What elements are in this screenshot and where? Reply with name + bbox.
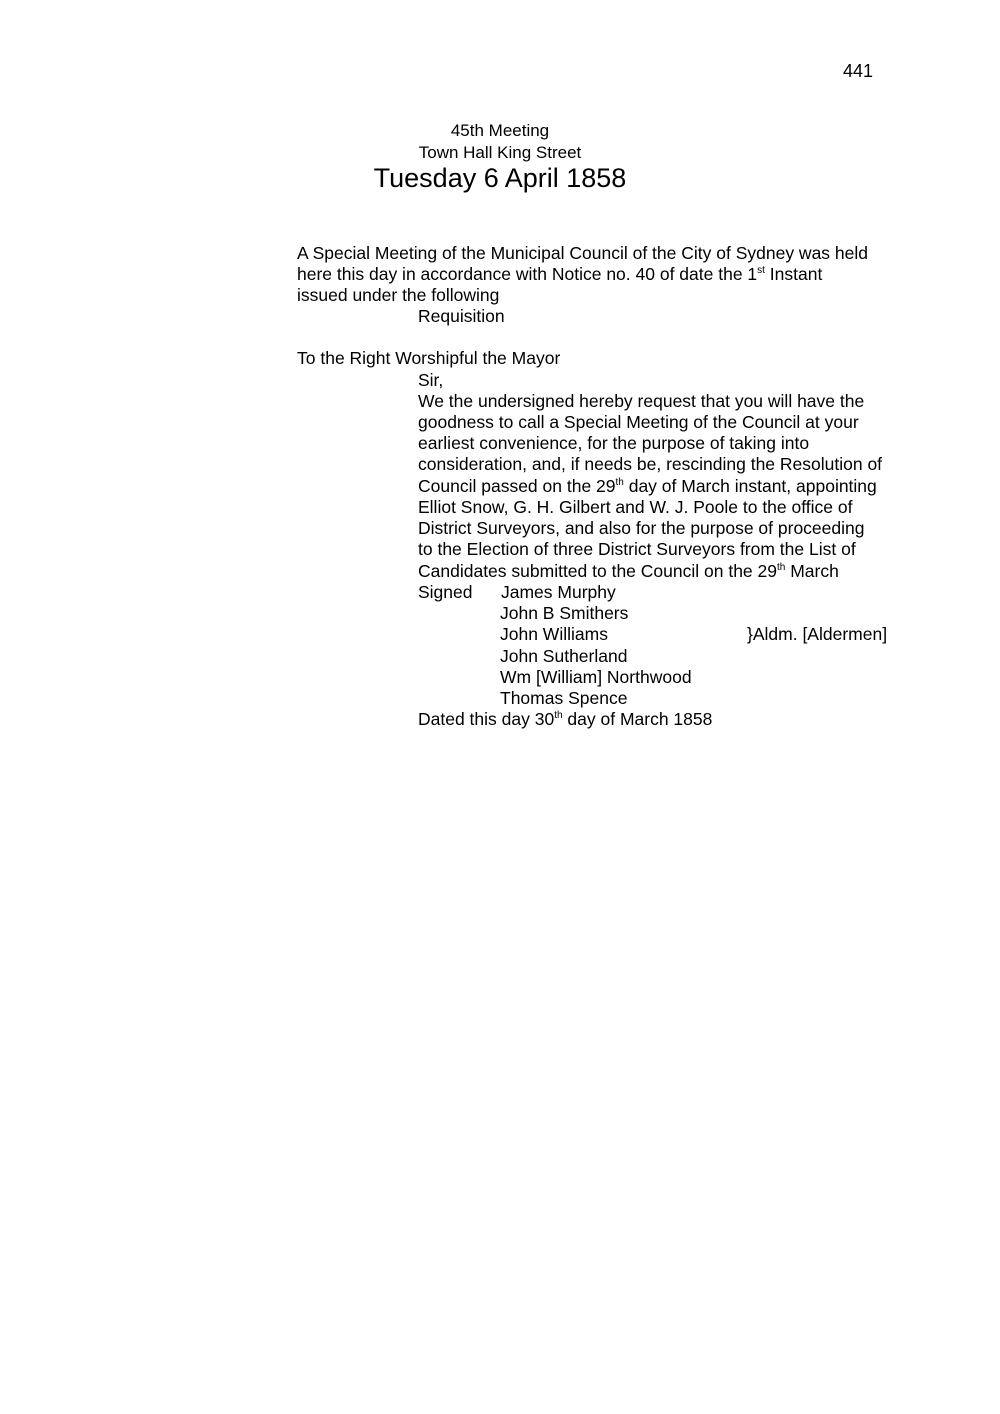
ordinal-suffix: th <box>554 710 563 722</box>
meeting-location: Town Hall King Street <box>418 143 582 162</box>
letter-line-text: day of March instant, appointing <box>623 476 877 496</box>
signatory: Thomas Spence <box>500 688 628 708</box>
dated-text: day of March 1858 <box>562 709 713 729</box>
signatory: John Williams <box>500 624 608 644</box>
letter-line-text: Council passed on the 29 <box>418 476 616 496</box>
meeting-number: 45th Meeting <box>450 121 550 140</box>
intro-line-text: Instant <box>764 264 823 284</box>
intro-line: issued under the following <box>297 285 500 305</box>
signatory: John B Smithers <box>500 603 629 623</box>
page-number: 441 <box>843 61 874 81</box>
signatory: John Sutherland <box>500 646 628 666</box>
letter-line: Elliot Snow, G. H. Gilbert and W. J. Poole to the office of <box>418 497 853 517</box>
dated-line <box>418 709 712 730</box>
requisition-heading: Requisition <box>418 306 505 326</box>
signatory: James Murphy <box>501 582 616 602</box>
letter-line <box>418 561 839 582</box>
letter-line: goodness to call a Special Meeting of the Council at your <box>418 412 859 432</box>
dated-text: Dated this day 30 <box>418 709 555 729</box>
meeting-date: Tuesday 6 April 1858 <box>373 163 627 193</box>
letter-line: earliest convenience, for the purpose of taking into <box>418 433 810 453</box>
letter-line: consideration, and, if needs be, rescinding the Resolution of <box>418 454 883 474</box>
letter-line: We the undersigned hereby request that you will have the <box>418 391 865 411</box>
signed-label: Signed <box>418 582 473 602</box>
ordinal-suffix: st <box>757 265 765 277</box>
aldermen-note: }Aldm. [Aldermen] <box>747 624 888 644</box>
letter-line: to the Election of three District Surveyors from the List of <box>418 539 856 559</box>
intro-line: A Special Meeting of the Municipal Council of the City of Sydney was held <box>297 243 869 263</box>
signatory: Wm [William] Northwood <box>500 667 692 687</box>
letter-line-text: Candidates submitted to the Council on the 29 <box>418 561 777 581</box>
ordinal-suffix: th <box>615 477 624 489</box>
intro-line <box>297 264 822 285</box>
salutation: Sir, <box>418 370 444 390</box>
letter-line-text: March <box>785 561 839 581</box>
addressee: To the Right Worshipful the Mayor <box>297 348 561 368</box>
ordinal-suffix: th <box>776 562 786 574</box>
intro-line-text: here this day in accordance with Notice no. 40 of date the 1 <box>297 264 758 284</box>
letter-line <box>418 476 877 497</box>
letter-line: District Surveyors, and also for the purpose of proceeding <box>418 518 865 538</box>
